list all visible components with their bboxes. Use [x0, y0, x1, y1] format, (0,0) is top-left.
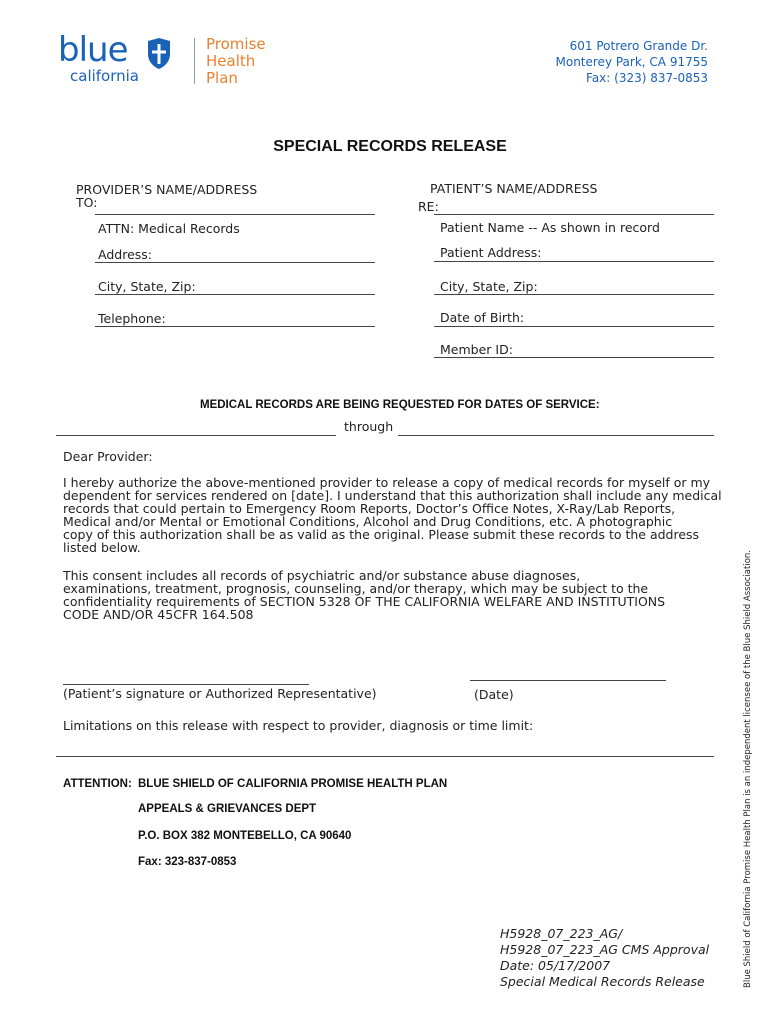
- patient-member-id-label: Member ID:: [440, 342, 513, 357]
- address-line: 601 Potrero Grande Dr.: [569, 39, 708, 53]
- dates-heading: MEDICAL RECORDS ARE BEING REQUESTED FOR DATES OF SERVICE:: [200, 399, 600, 411]
- logo-plan-line: Plan: [206, 69, 238, 87]
- provider-to-line[interactable]: [95, 214, 375, 215]
- letter-line: I hereby authorize the above-mentioned provider to release a copy of medical records for myself or my: [63, 475, 711, 490]
- attention-fax: Fax: 323-837-0853: [138, 856, 237, 868]
- patient-address-line[interactable]: [434, 261, 714, 262]
- date-signature-label: (Date): [474, 687, 514, 702]
- letter-line: copy of this authorization shall be as valid as the original. Please submit these records to the address: [63, 527, 700, 542]
- footer-line: Date: 05/17/2007: [500, 958, 611, 973]
- patient-address-label: Patient Address:: [440, 245, 542, 260]
- address-fax: Fax: (323) 837-0853: [586, 71, 708, 85]
- letter-paragraph-2: [63, 569, 723, 621]
- letter-line: CODE AND/OR 45CFR 164.508: [63, 607, 254, 622]
- provider-telephone-label: Telephone:: [98, 311, 166, 326]
- dates-to-line[interactable]: [398, 435, 714, 436]
- provider-to-label: TO:: [76, 195, 98, 210]
- attention-line: APPEALS & GRIEVANCES DEPT: [138, 803, 317, 815]
- provider-attn: ATTN: Medical Records: [98, 221, 240, 236]
- attention-label: ATTENTION:: [63, 778, 132, 790]
- attention-line: BLUE SHIELD OF CALIFORNIA PROMISE HEALTH PLAN: [138, 778, 448, 790]
- provider-address-label: Address:: [98, 247, 152, 262]
- patient-signature-line[interactable]: [63, 684, 309, 685]
- patient-city-label: City, State, Zip:: [440, 279, 538, 294]
- patient-member-id-line[interactable]: [434, 357, 714, 358]
- letter-line: listed below.: [63, 540, 141, 555]
- letter-paragraph-1: [63, 476, 723, 554]
- letter-line: examinations, treatment, prognosis, counseling, and/or therapy, which may be subject to the: [63, 581, 649, 596]
- shield-icon: [146, 38, 172, 74]
- letter-line: Medical and/or Mental or Emotional Conditions, Alcohol and Drug Conditions, etc. A photographic: [63, 514, 673, 529]
- letter-greeting: Dear Provider:: [63, 449, 153, 464]
- patient-re-label: RE:: [418, 199, 439, 214]
- provider-city-label: City, State, Zip:: [98, 279, 196, 294]
- form-footer: [500, 926, 709, 990]
- page-title: SPECIAL RECORDS RELEASE: [273, 138, 507, 155]
- provider-telephone-line[interactable]: [95, 326, 375, 327]
- patient-city-line[interactable]: [434, 294, 714, 295]
- logo-plan-line: Promise: [206, 35, 266, 53]
- logo-divider: [194, 38, 195, 84]
- footer-line: H5928_07_223_AG/: [500, 926, 623, 941]
- letter-line: confidentiality requirements of SECTION 5328 OF THE CALIFORNIA WELFARE AND INSTITUTIONS: [63, 594, 666, 609]
- provider-address-line[interactable]: [95, 262, 375, 263]
- company-address: [556, 38, 709, 86]
- provider-heading: PROVIDER’S NAME/ADDRESS: [76, 182, 258, 197]
- patient-dob-label: Date of Birth:: [440, 310, 525, 325]
- letter-line: records that could pertain to Emergency Room Reports, Doctor’s Office Notes, X-Ray/Lab Reports,: [63, 501, 676, 516]
- side-note: Blue Shield of California Promise Health Plan is an independent licensee of the Blue Shield Association.: [743, 549, 753, 988]
- logo-sub: california: [70, 67, 140, 85]
- logo-brand: blue: [58, 30, 128, 70]
- patient-dob-line[interactable]: [434, 326, 714, 327]
- address-line: Monterey Park, CA 91755: [555, 55, 708, 69]
- limitations-line[interactable]: [56, 756, 714, 757]
- footer-line: H5928_07_223_AG CMS Approval: [500, 942, 710, 957]
- dates-through-label: through: [344, 419, 394, 434]
- letter-line: dependent for services rendered on [date]. I understand that this authorization shall include any medical: [63, 488, 722, 503]
- dates-from-line[interactable]: [56, 435, 336, 436]
- attention-line: P.O. BOX 382 MONTEBELLO, CA 90640: [138, 830, 352, 842]
- patient-signature-label: (Patient’s signature or Authorized Representative): [63, 686, 377, 701]
- logo-plan-line: Health: [206, 52, 256, 70]
- patient-heading: PATIENT’S NAME/ADDRESS: [430, 181, 598, 196]
- patient-re-line[interactable]: [434, 214, 714, 215]
- footer-line: Special Medical Records Release: [500, 974, 705, 989]
- patient-name-label: Patient Name -- As shown in record: [440, 220, 660, 235]
- logo: [58, 30, 278, 92]
- limitations-label: Limitations on this release with respect to provider, diagnosis or time limit:: [63, 718, 534, 733]
- provider-city-line[interactable]: [95, 294, 375, 295]
- date-signature-line[interactable]: [470, 680, 666, 681]
- letter-line: This consent includes all records of psychiatric and/or substance abuse diagnoses,: [63, 568, 581, 583]
